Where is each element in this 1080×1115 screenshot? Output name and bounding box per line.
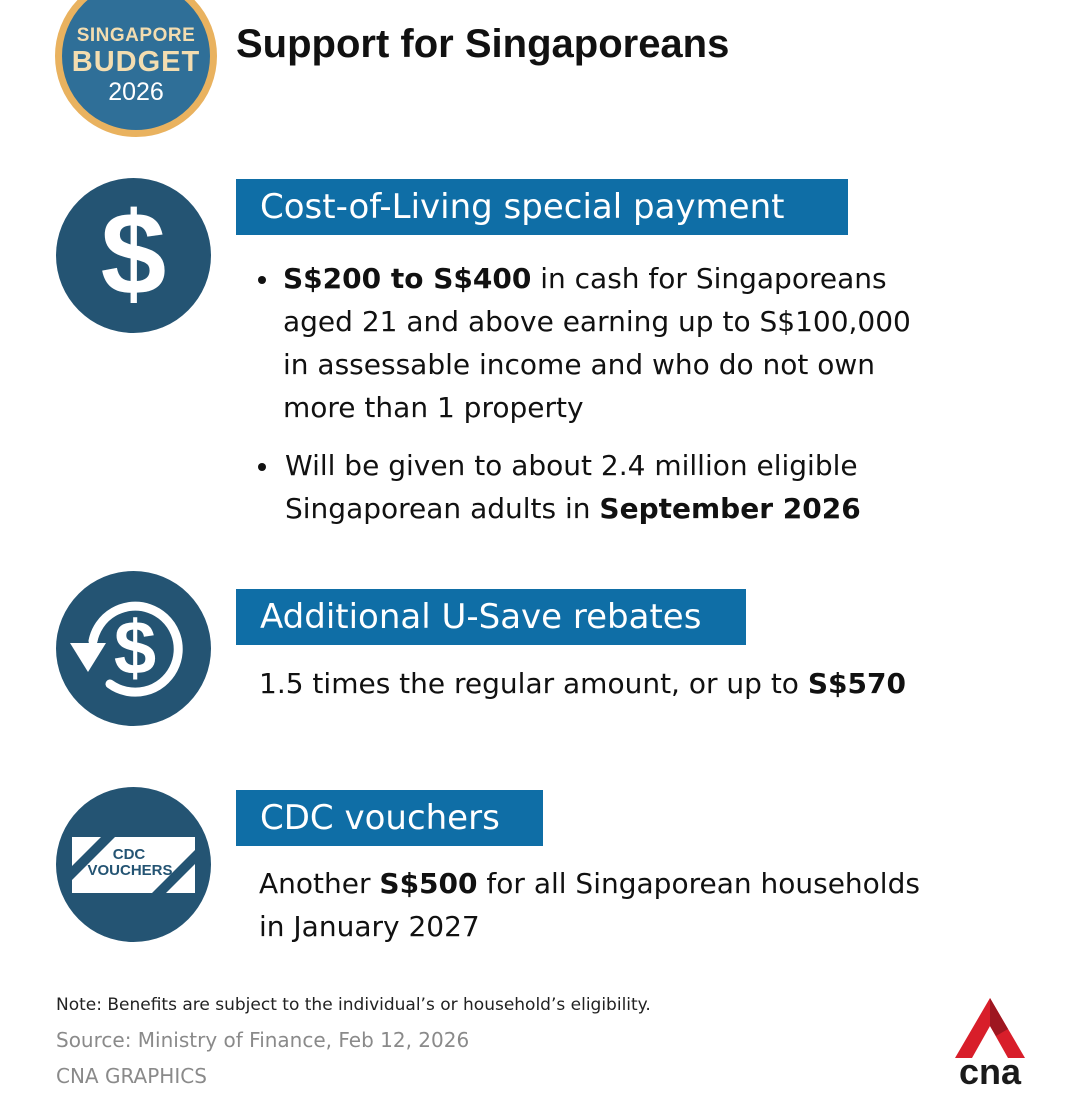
u-save-text xyxy=(259,662,906,705)
cdc-voucher-icon xyxy=(56,787,211,942)
bullet-2-line-2-prefix: Singaporean adults in xyxy=(285,492,600,525)
footnote: Note: Benefits are subject to the individual’s or household’s eligibility. xyxy=(56,995,651,1015)
bullet-dot xyxy=(258,276,266,284)
cdc-voucher-text-2: VOUCHERS xyxy=(87,862,173,879)
dollar-icon xyxy=(56,178,211,333)
cna-logo-text: cna xyxy=(958,1051,1022,1088)
cdc-line-1-prefix: Another xyxy=(259,867,380,900)
rebate-cycle-dollar-icon xyxy=(56,571,211,726)
bullet-1-line-4: more than 1 property xyxy=(283,391,584,424)
source-line: Source: Ministry of Finance, Feb 12, 2026 xyxy=(56,1028,470,1052)
cdc-line-1 xyxy=(259,862,920,905)
cost-of-living-bullet-2 xyxy=(285,444,861,530)
bullet-2-date: September 2026 xyxy=(599,492,861,525)
badge-line-year: 2026 xyxy=(108,77,164,106)
bullet-1-line-3: in assessable income and who do not own xyxy=(283,348,876,381)
badge-line-singapore: SINGAPORE xyxy=(76,24,196,46)
cdc-amount: S$500 xyxy=(379,867,478,900)
cost-of-living-bullet-1 xyxy=(283,257,911,429)
bullet-1-line-1-rest: in cash for Singaporeans xyxy=(531,262,887,295)
section-header-cdc-vouchers: CDC vouchers xyxy=(236,790,543,846)
bullet-2-line-1: Will be given to about 2.4 million eligible xyxy=(285,449,858,482)
section-header-cost-of-living: Cost-of-Living special payment xyxy=(236,179,848,235)
badge-line-budget: BUDGET xyxy=(71,45,201,78)
u-save-amount: S$570 xyxy=(807,667,906,700)
budget-badge xyxy=(55,0,217,137)
page-title: Support for Singaporeans xyxy=(236,22,730,66)
section-header-u-save: Additional U-Save rebates xyxy=(236,589,746,645)
bullet-1-line-2: aged 21 and above earning up to S$100,000 xyxy=(283,305,911,338)
svg-text:$: $ xyxy=(100,188,167,320)
cdc-line-2: in January 2027 xyxy=(259,910,480,943)
bullet-1-amount: S$200 to S$400 xyxy=(283,262,532,295)
u-save-text-prefix: 1.5 times the regular amount, or up to xyxy=(259,667,808,700)
cdc-voucher-text-1: CDC xyxy=(112,846,146,863)
cdc-line-1-suffix: for all Singaporean households xyxy=(477,867,920,900)
bullet-dot xyxy=(258,463,266,471)
bullet-1-line-1 xyxy=(283,257,911,300)
cna-logo xyxy=(952,996,1028,1088)
credit-line: CNA GRAPHICS xyxy=(56,1064,207,1088)
bullet-2-line-2 xyxy=(285,487,861,530)
svg-text:$: $ xyxy=(113,606,157,691)
cdc-vouchers-text xyxy=(259,862,920,948)
